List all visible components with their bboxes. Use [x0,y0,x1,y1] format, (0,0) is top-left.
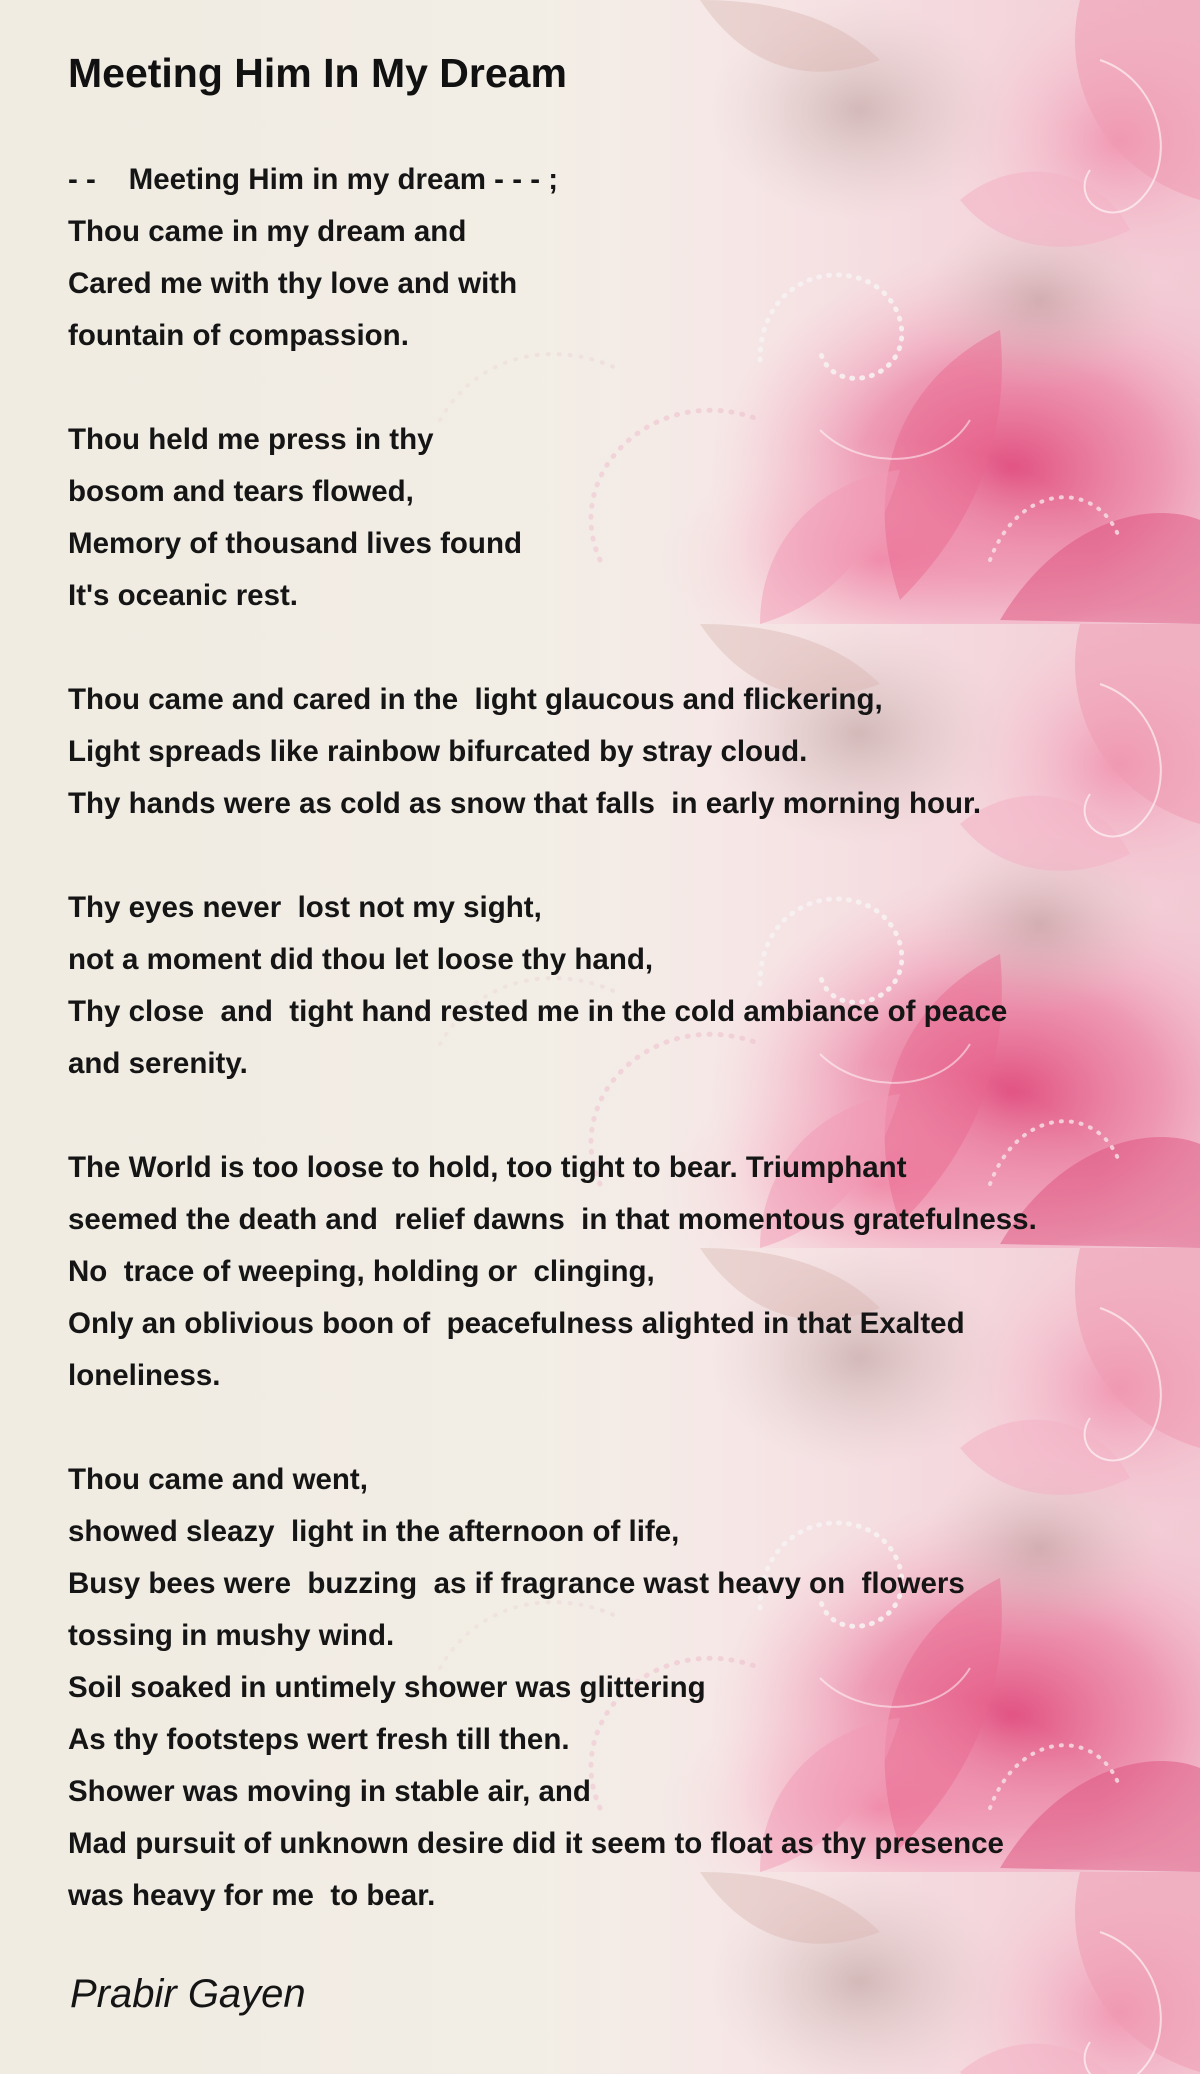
poem-line: was heavy for me to bear. [68,1879,436,1912]
poem-stanza [68,414,1168,622]
poem-body [68,154,1168,1922]
poem-line: Busy bees were buzzing as if fragrance wast heavy on flowers [68,1567,965,1600]
poem-line: tossing in mushy wind. [68,1619,395,1652]
poem-stanza [68,674,1168,830]
poem-line: Memory of thousand lives found [68,527,522,560]
poem-stanza [68,154,1168,362]
poem-line: fountain of compassion. [68,319,409,352]
stanza-break [68,1402,1168,1454]
poem-line: Soil soaked in untimely shower was glittering [68,1671,706,1704]
poem-line: Mad pursuit of unknown desire did it seem to float as thy presence [68,1827,1004,1860]
poem-stanza [68,1454,1168,1922]
poem-line: The World is too loose to hold, too tight to bear. Triumphant [68,1151,907,1184]
poem-line: Cared me with thy love and with [68,267,518,300]
poem-line: bosom and tears flowed, [68,475,414,508]
poem-line: not a moment did thou let loose thy hand, [68,943,654,976]
stanza-break [68,362,1168,414]
poem-line: Thy close and tight hand rested me in the cold ambiance of peace [68,995,1008,1028]
poem-line: Thy hands were as cold as snow that falls in early morning hour. [68,787,982,820]
poem-line: seemed the death and relief dawns in that momentous gratefulness. [68,1203,1037,1236]
poem-line: Thou came and cared in the light glaucous and flickering, [68,683,883,716]
poem-line: As thy footsteps wert fresh till then. [68,1723,570,1756]
poem-stanza [68,1142,1168,1402]
poem-author: Prabir Gayen [70,1972,306,2016]
stanza-break [68,1090,1168,1142]
poem-line: - - Meeting Him in my dream - - - ; [68,163,559,196]
poem-line: Only an oblivious boon of peacefulness alighted in that Exalted [68,1307,965,1340]
stanza-break [68,622,1168,674]
poem-line: and serenity. [68,1047,248,1080]
poem-line: loneliness. [68,1359,221,1392]
poem-line: Shower was moving in stable air, and [68,1775,591,1808]
poem-line: Thy eyes never lost not my sight, [68,891,542,924]
poem-line: Thou came and went, [68,1463,368,1496]
poem-line: Light spreads like rainbow bifurcated by stray cloud. [68,735,808,768]
poem-line: showed sleazy light in the afternoon of life, [68,1515,680,1548]
poem-line: It's oceanic rest. [68,579,299,612]
poem-line: No trace of weeping, holding or clinging, [68,1255,655,1288]
poem-line: Thou came in my dream and [68,215,467,248]
poem-title: Meeting Him In My Dream [68,50,567,96]
poem-line: Thou held me press in thy [68,423,434,456]
poem-stanza [68,882,1168,1090]
stanza-break [68,830,1168,882]
